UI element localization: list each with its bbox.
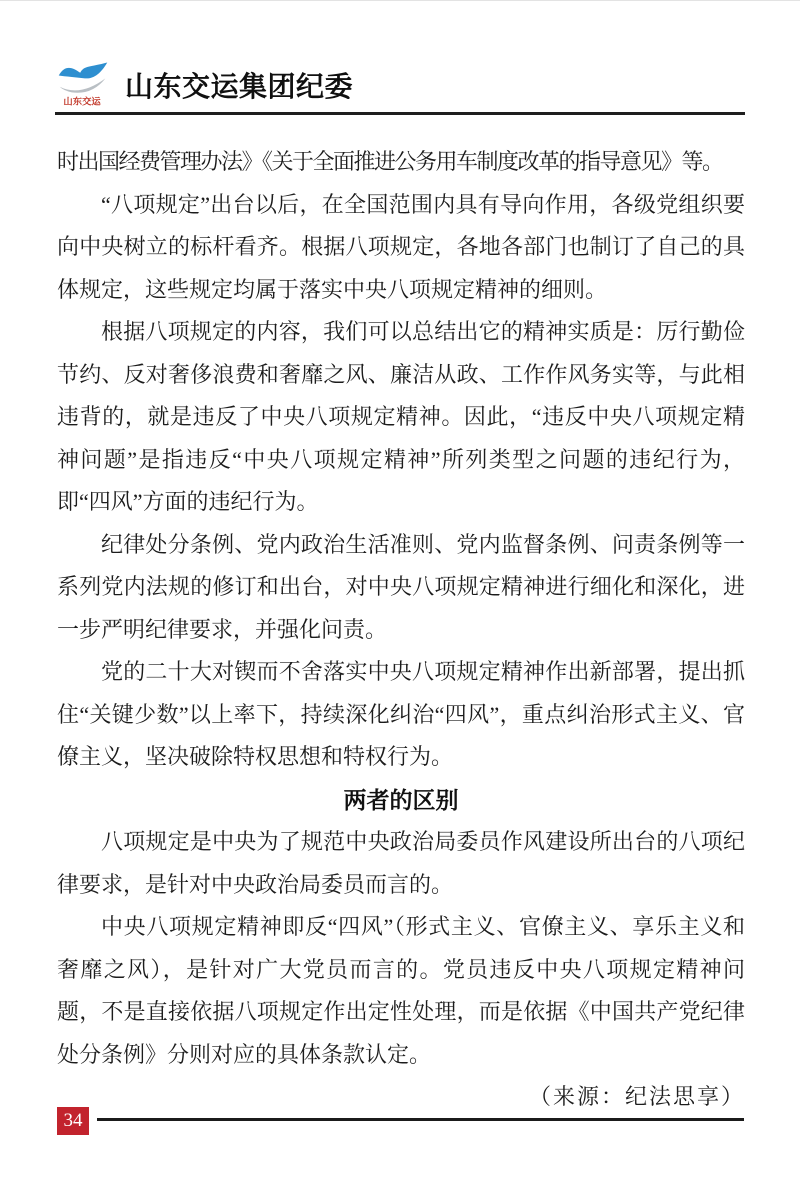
section-heading: 两者的区别: [343, 786, 459, 813]
logo-bird: [59, 62, 108, 78]
body-paragraph: “八项规定”出台以后，在全国范围内具有导向作用，各级党组织要向中央树立的标杆看齐。根据八项规定，各地各部门也制订了自己的具体规定，这些规定均属于落实中央八项规定精神的细则。: [57, 191, 745, 302]
body-paragraph: 时出国经费管理办法》《关于全面推进公务用车制度改革的指导意见》等。: [57, 149, 723, 174]
document-body: [57, 141, 745, 1119]
page-number-badge: 34: [57, 1107, 89, 1135]
header-divider: [55, 112, 745, 115]
body-paragraph: 根据八项规定的内容，我们可以总结出它的精神实质是：厉行勤俭节约、反对奢侈浪费和奢靡之风、廉洁从政、工作作风务实等，与此相违背的，就是违反了中央八项规定精神。因此，“违反中央八项规定精神问题”是指违反“中央八项规定精神”所列类型之问题的违纪行为，即“四风”方面的违纪行为。: [57, 319, 745, 514]
page-title: 山东交运集团纪委: [125, 71, 354, 102]
page-header: [55, 57, 353, 109]
footer-divider: [97, 1118, 744, 1121]
body-paragraph: 纪律处分条例、党内政治生活准则、党内监督条例、问责条例等一系列党内法规的修订和出台，对中央八项规定精神进行细化和深化，进一步严明纪律要求，并强化问责。: [57, 531, 745, 642]
body-paragraph: 党的二十大对锲而不舍落实中央八项规定精神作出新部署，提出抓住“关键少数”以上率下，持续深化纠治“四风”，重点纠治形式主义、官僚主义，坚决破除特权思想和特权行为。: [57, 659, 745, 769]
body-paragraph: 八项规定是中央为了规范中央政治局委员作风建设所出台的八项纪律要求，是针对中央政治局委员而言的。: [57, 829, 745, 897]
logo-caption: 山东交运: [63, 96, 101, 107]
logo-swoosh: [60, 78, 106, 92]
source-attribution: （来源：纪法思享）: [528, 1084, 745, 1109]
body-paragraph: 中央八项规定精神即反“四风”（形式主义、官僚主义、享乐主义和奢靡之风），是针对广大党员而言的。党员违反中央八项规定精神问题，不是直接依据八项规定作出定性处理，而是依据《中国共产党纪律处分条例》分则对应的具体条款认定。: [57, 914, 745, 1067]
company-logo-icon: [55, 57, 111, 109]
